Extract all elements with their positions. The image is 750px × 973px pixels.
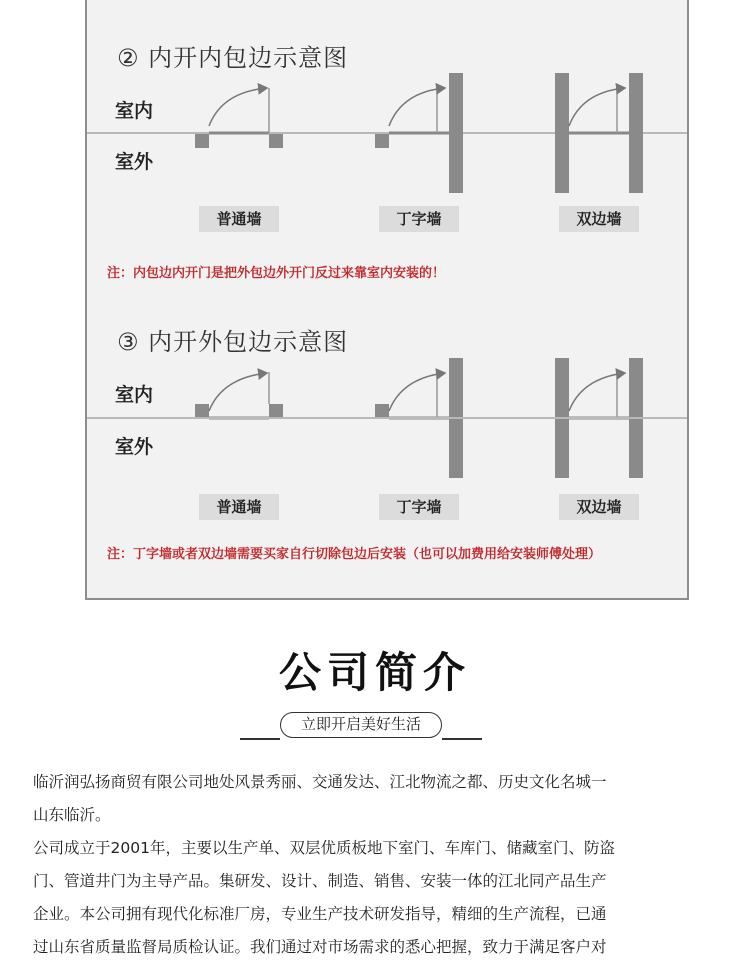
section2-wall-label-normal: 普通墙 [199,206,279,232]
section3-wall-label-normal: 普通墙 [199,494,279,520]
section3-normal-wall-diagram [195,372,283,418]
intro-line-3: 公司成立于2001年，主要以生产单、双层优质板地下室门、车库门、储藏室门、防盗 [33,839,615,857]
tagline-pill: 立即开启美好生活 [280,712,442,738]
section3-title: ③ 内开外包边示意图 [117,328,349,356]
intro-line-1: 临沂润弘扬商贸有限公司地处风景秀丽、交通发达、江北物流之都、历史文化名城一 [33,773,607,791]
intro-line-5: 企业。本公司拥有现代化标准厂房，专业生产技术研发指导，精细的生产流程，已通 [33,905,607,923]
intro-line-6: 过山东省质量监督局质检认证。我们通过对市场需求的悉心把握，致力于满足客户对 [33,938,607,956]
intro-line-2: 山东临沂。 [33,806,111,824]
section2-title: ② 内开内包边示意图 [117,44,349,72]
section2-note: 注：内包边内开门是把外包边外开门反过来靠室内安装的！ [107,266,446,281]
tagline-line-right [442,738,482,740]
tagline-line-left [240,738,280,740]
section2-t-wall-diagram [375,73,463,193]
company-intro [33,766,723,964]
section2-double-wall-diagram [555,73,643,193]
section2-indoor-label: 室内 [115,100,154,122]
section3-wall-label-t: 丁字墙 [379,494,459,520]
door-diagram-panel [85,0,689,600]
section2-normal-wall-diagram [195,88,283,148]
section2-wall-label-double: 双边墙 [559,206,639,232]
intro-line-4: 门、管道井门为主导产品。集研发、设计、制造、销售、安装一体的江北同产品生产 [33,872,607,890]
section3-divider [87,417,687,419]
section2-wall-label-t: 丁字墙 [379,206,459,232]
section3-wall-label-double: 双边墙 [559,494,639,520]
section3-indoor-label: 室内 [115,384,154,406]
section3-note: 注：丁字墙或者双边墙需要买家自行切除包边后安装（也可以加费用给安装师傅处理） [107,547,602,562]
company-heading: 公司简介 [278,648,471,697]
section2-outdoor-label: 室外 [115,151,154,173]
section3-outdoor-label: 室外 [115,436,154,458]
